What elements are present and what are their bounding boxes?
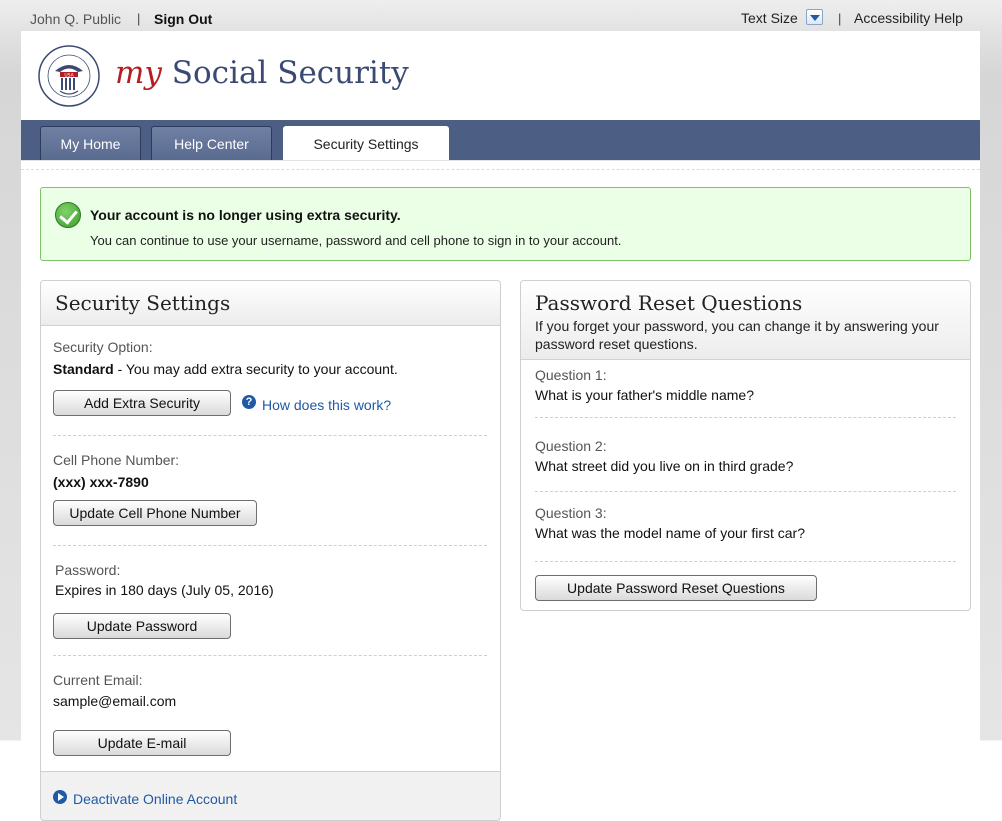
brand-my: my: [115, 55, 162, 91]
password-expiry: Expires in 180 days (July 05, 2016): [55, 582, 274, 598]
divider: [535, 491, 956, 492]
main-container: [21, 31, 980, 821]
tab-my-home[interactable]: My Home: [40, 126, 141, 160]
security-option-level: Standard: [53, 361, 114, 377]
current-email-label: Current Email:: [53, 672, 143, 688]
question-1-text: What is your father's middle name?: [535, 387, 754, 403]
update-reset-questions-button[interactable]: Update Password Reset Questions: [535, 575, 817, 601]
update-cell-phone-button[interactable]: Update Cell Phone Number: [53, 500, 257, 526]
divider: [53, 545, 487, 546]
security-settings-panel: [40, 280, 501, 772]
tab-security-settings[interactable]: Security Settings: [283, 126, 449, 160]
main-nav: [21, 120, 980, 160]
cell-phone-value: (xxx) xxx-7890: [53, 474, 149, 490]
password-label: Password:: [55, 562, 121, 578]
security-option-value: [53, 361, 398, 377]
divider: [53, 655, 487, 656]
update-email-button[interactable]: Update E-mail: [53, 730, 231, 756]
ssa-seal-logo: [38, 45, 100, 107]
panel-subtitle: If you forget your password, you can change it by answering your password reset questions.: [535, 318, 939, 352]
question-1-label: Question 1:: [535, 367, 607, 383]
user-name: John Q. Public: [30, 11, 122, 27]
arrow-right-circle-icon: [53, 790, 67, 804]
accessibility-help-link[interactable]: Accessibility Help: [854, 10, 963, 26]
separator: |: [838, 11, 842, 26]
tab-help-center[interactable]: Help Center: [151, 126, 272, 160]
logo-usa-text: USA: [64, 73, 74, 79]
panel-title: Security Settings: [55, 291, 231, 315]
question-2-label: Question 2:: [535, 438, 607, 454]
add-extra-security-button[interactable]: Add Extra Security: [53, 390, 231, 416]
divider: [535, 561, 956, 562]
divider: [535, 417, 956, 418]
how-does-this-work-link[interactable]: How does this work?: [262, 397, 392, 413]
divider: [53, 435, 487, 436]
separator: |: [137, 11, 141, 26]
checkmark-icon: [55, 202, 81, 228]
site-brand[interactable]: [115, 55, 409, 91]
nav-divider: [21, 160, 980, 170]
panel-title: Password Reset Questions: [535, 291, 803, 315]
question-2-text: What street did you live on in third grade?: [535, 458, 794, 474]
brand-name: Social Security: [161, 55, 409, 91]
alert-message: You can continue to use your username, password and cell phone to sign in to your account.: [90, 233, 622, 248]
success-alert: [40, 187, 971, 261]
update-password-button[interactable]: Update Password: [53, 613, 231, 639]
question-3-text: What was the model name of your first car?: [535, 525, 805, 541]
sign-out-link[interactable]: Sign Out: [154, 11, 213, 27]
site-header: [21, 31, 980, 120]
password-reset-panel: [520, 280, 971, 611]
panel-header: [521, 281, 970, 360]
current-email-value: sample@email.com: [53, 693, 177, 709]
security-option-label: Security Option:: [53, 339, 153, 355]
cell-phone-label: Cell Phone Number:: [53, 452, 180, 468]
text-size-dropdown-icon[interactable]: [806, 9, 823, 25]
deactivate-account-link[interactable]: Deactivate Online Account: [73, 791, 238, 807]
help-question-icon[interactable]: ?: [242, 395, 256, 409]
security-option-desc: - You may add extra security to your account.: [113, 361, 398, 377]
panel-header: [41, 281, 500, 326]
text-size-label: Text Size: [741, 10, 798, 26]
deactivate-panel: [40, 771, 501, 821]
question-3-label: Question 3:: [535, 505, 607, 521]
alert-title: Your account is no longer using extra security.: [90, 207, 401, 223]
